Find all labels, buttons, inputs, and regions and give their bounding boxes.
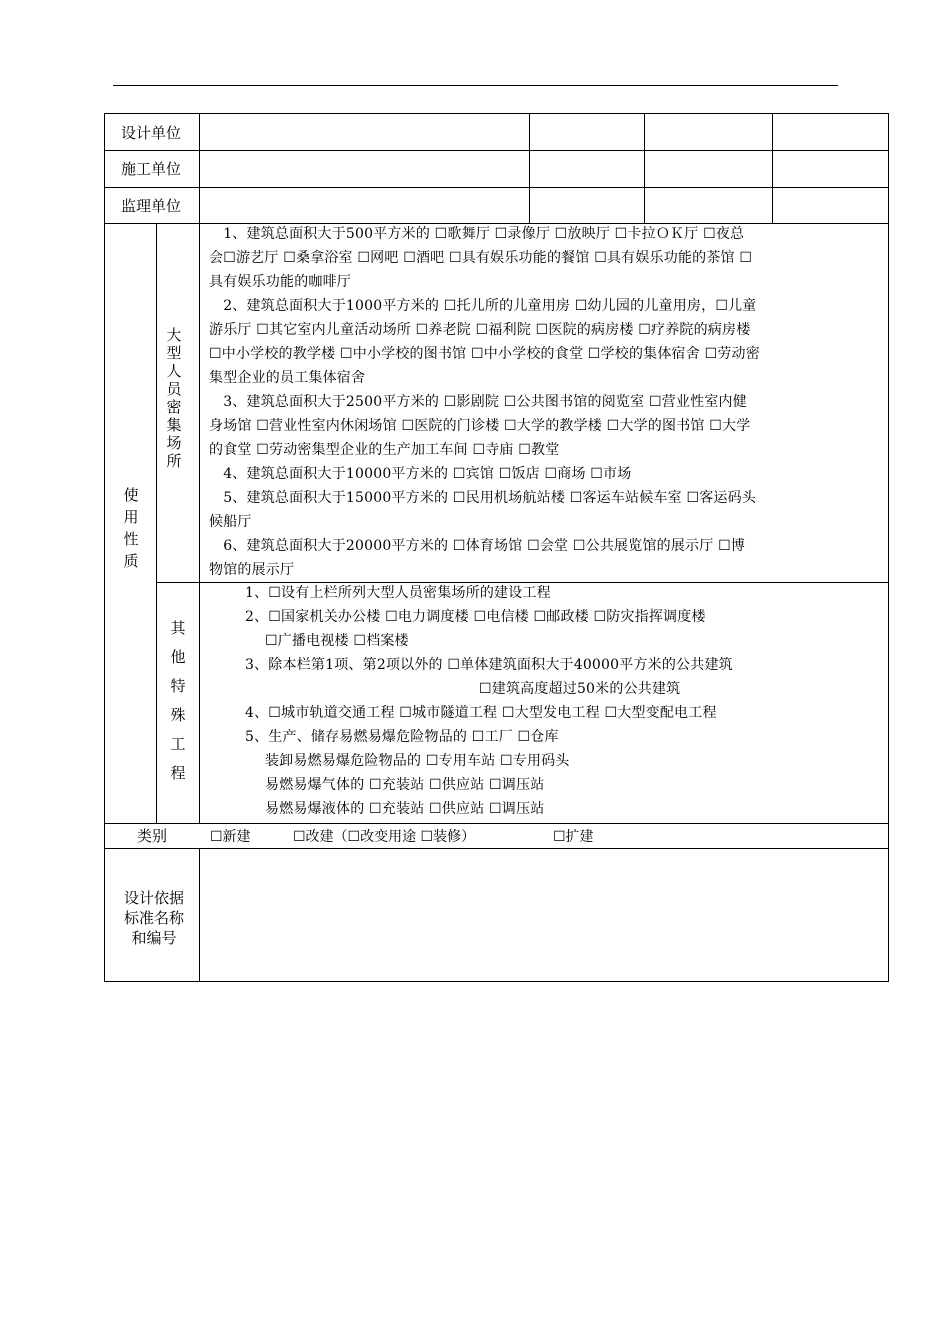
option-rebuild[interactable]: ☐改建（☐改变用途 ☐装修） xyxy=(293,829,476,845)
list-item[interactable]: 4、☐城市轨道交通工程 ☐城市隧道工程 ☐大型发电工程 ☐大型变配电工程 xyxy=(245,705,717,721)
supervision-unit-field[interactable] xyxy=(200,188,529,223)
list-item[interactable]: 5、生产、储存易燃易爆危险物品的 ☐工厂 ☐仓库 xyxy=(245,729,559,745)
list-item[interactable]: 5、建筑总面积大于15000平方米的 ☐民用机场航站楼 ☐客运车站候车室 ☐客运码头 xyxy=(209,490,757,506)
design-basis-field[interactable] xyxy=(200,849,888,981)
list-item[interactable]: 2、建筑总面积大于1000平方米的 ☐托儿所的儿童用房 ☐幼儿园的儿童用房，☐儿童 xyxy=(209,298,757,314)
list-item[interactable]: 身场馆 ☐营业性室内休闲场馆 ☐医院的门诊楼 ☐大学的教学楼 ☐大学的图书馆 ☐大学 xyxy=(209,418,751,434)
list-item[interactable]: 易燃易爆气体的 ☐充装站 ☐供应站 ☐调压站 xyxy=(265,777,545,793)
list-item[interactable]: 会☐游艺厅 ☐桑拿浴室 ☐网吧 ☐酒吧 ☐具有娱乐功能的餐馆 ☐具有娱乐功能的茶馆 ☐ xyxy=(209,250,753,266)
list-item[interactable]: 4、建筑总面积大于10000平方米的 ☐宾馆 ☐饭店 ☐商场 ☐市场 xyxy=(209,466,632,482)
row-divider xyxy=(105,823,888,824)
col-divider xyxy=(772,114,773,223)
supervision-unit-label: 监理单位 xyxy=(121,197,182,215)
construction-unit-label: 施工单位 xyxy=(121,160,182,178)
usage-label: 使 用 性 质 xyxy=(123,486,139,570)
list-item[interactable]: ☐中小学校的教学楼 ☐中小学校的图书馆 ☐中小学校的食堂 ☐学校的集体宿舍 ☐劳动密 xyxy=(209,346,760,362)
crowded-places-label: 大 型 人 员 密 集 场 所 xyxy=(166,326,182,470)
col-divider xyxy=(199,223,200,823)
list-item[interactable]: 游乐厅 ☐其它室内儿童活动场所 ☐养老院 ☐福利院 ☐医院的病房楼 ☐疗养院的病房楼 xyxy=(209,322,751,338)
list-item[interactable]: 具有娱乐功能的咖啡厅 xyxy=(209,274,351,290)
list-item[interactable]: 2、☐国家机关办公楼 ☐电力调度楼 ☐电信楼 ☐邮政楼 ☐防灾指挥调度楼 xyxy=(245,609,706,625)
list-item[interactable]: 集型企业的员工集体宿舍 xyxy=(209,370,366,386)
design-unit-label: 设计单位 xyxy=(121,124,182,142)
col-divider xyxy=(529,114,530,223)
list-item[interactable]: 3、除本栏第1项、第2项以外的 ☐单体建筑面积大于40000平方米的公共建筑 xyxy=(245,657,733,673)
list-item[interactable]: 装卸易燃易爆危险物品的 ☐专用车站 ☐专用码头 xyxy=(265,753,570,769)
list-item[interactable]: 候船厅 xyxy=(209,514,252,530)
construction-unit-field[interactable] xyxy=(200,151,529,187)
col-divider xyxy=(156,223,157,823)
fire-design-review-form xyxy=(104,113,889,982)
list-item[interactable]: 6、建筑总面积大于20000平方米的 ☐体育场馆 ☐会堂 ☐公共展览馆的展示厅 ☐博 xyxy=(209,538,746,554)
list-item[interactable]: 的食堂 ☐劳动密集型企业的生产加工车间 ☐寺庙 ☐教堂 xyxy=(209,442,560,458)
list-item[interactable]: ☐建筑高度超过50米的公共建筑 xyxy=(479,681,681,697)
category-label: 类别 xyxy=(137,827,168,845)
list-item[interactable]: ☐广播电视楼 ☐档案楼 xyxy=(265,633,409,649)
option-new-build[interactable]: ☐新建 xyxy=(210,829,251,845)
header-rule xyxy=(113,85,838,86)
design-basis-label: 设计依据 标准名称 和编号 xyxy=(123,889,184,947)
list-item[interactable]: 物馆的展示厅 xyxy=(209,562,295,578)
special-projects-label: 其 他 特 殊 工 程 xyxy=(170,619,186,782)
list-item[interactable]: 3、建筑总面积大于2500平方米的 ☐影剧院 ☐公共图书馆的阅览室 ☐营业性室内健 xyxy=(209,394,747,410)
list-item[interactable]: 易燃易爆液体的 ☐充装站 ☐供应站 ☐调压站 xyxy=(265,801,545,817)
col-divider xyxy=(644,114,645,223)
design-unit-field[interactable] xyxy=(200,114,529,150)
list-item[interactable]: 1、☐设有上栏所列大型人员密集场所的建设工程 xyxy=(245,585,551,601)
list-item[interactable]: 1、建筑总面积大于500平方米的 ☐歌舞厅 ☐录像厅 ☐放映厅 ☐卡拉ＯＫ厅 ☐夜总 xyxy=(209,226,745,242)
option-extend[interactable]: ☐扩建 xyxy=(553,829,594,845)
